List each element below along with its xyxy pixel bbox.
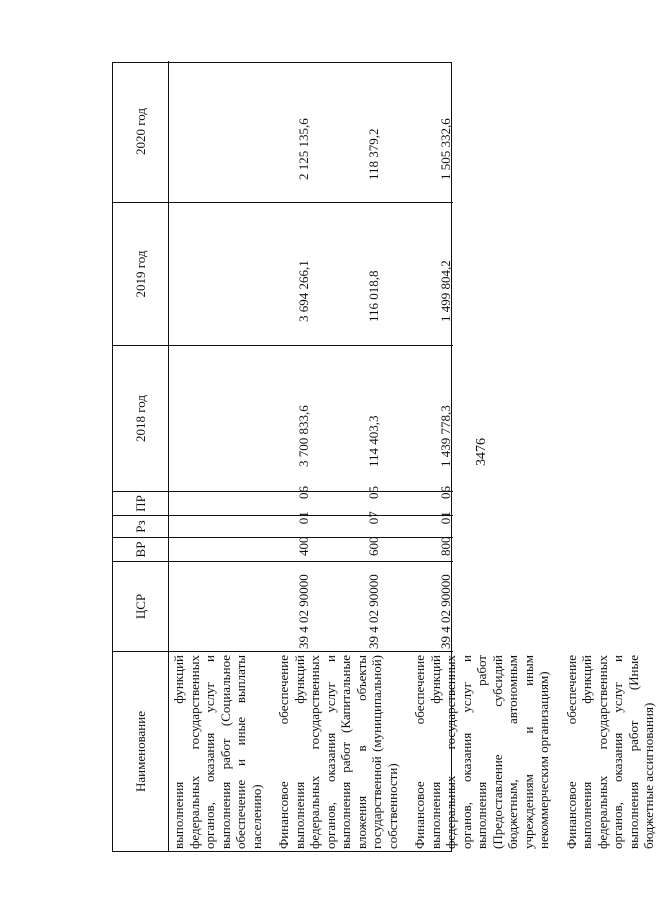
row-name: Финансовое обеспечение выполнения функций федеральных государственных органов, оказания услуг и выполнения работ (Предоставление субсидий бюджетным, автономным учреждениям и иным некоммерческим организациям) (412, 655, 551, 849)
header-pr: ПР (113, 491, 169, 515)
row-codes: 400 01 06 (296, 486, 311, 556)
header-rz: Рз (113, 515, 169, 537)
header-vr: ВР (113, 537, 169, 561)
header-2019: 2019 год (113, 202, 169, 345)
row-2018: 1 439 778,3 (438, 405, 453, 467)
page-number: 3476 (474, 438, 489, 466)
header-csr: ЦСР (113, 561, 169, 651)
row-2019: 1 499 804,2 (438, 260, 453, 322)
row-name: Финансовое обеспечение выполнения функций федеральных государственных органов, оказания услуг и выполнения работ (Иные бюджетные ассигнования) (563, 655, 656, 849)
row-codes: 800 01 06 (438, 486, 453, 556)
row-2019: 116 018,8 (366, 270, 381, 322)
row-2019: 3 694 266,1 (296, 260, 311, 322)
header-2018: 2018 год (113, 345, 169, 491)
row-csr: 39 4 02 90000 (438, 574, 453, 649)
row-2020: 2 125 135,6 (296, 118, 311, 180)
row-2020: 118 379,2 (366, 128, 381, 180)
row-2018: 114 403,3 (366, 415, 381, 467)
header-2020: 2020 год (113, 61, 169, 202)
row-name: выполнения функций федеральных государственных органов, оказания услуг и выполнения работ (Социальное обеспечение и иные выплаты населению) (171, 655, 264, 849)
row-codes: 600 07 05 (366, 486, 381, 556)
row-2018: 3 700 833,6 (296, 405, 311, 467)
name-column (169, 651, 656, 851)
row-csr: 39 4 02 90000 (366, 574, 381, 649)
row-csr: 39 4 02 90000 (296, 574, 311, 649)
row-name: Финансовое обеспечение выполнения функций федеральных государственных органов, оказания услуг и выполнения работ (Капитальные вложения в объекты государственной (муниципальной) собственности) (276, 655, 400, 849)
header-name: Наименование (113, 651, 169, 851)
row-2020: 1 505 332,6 (438, 118, 453, 180)
